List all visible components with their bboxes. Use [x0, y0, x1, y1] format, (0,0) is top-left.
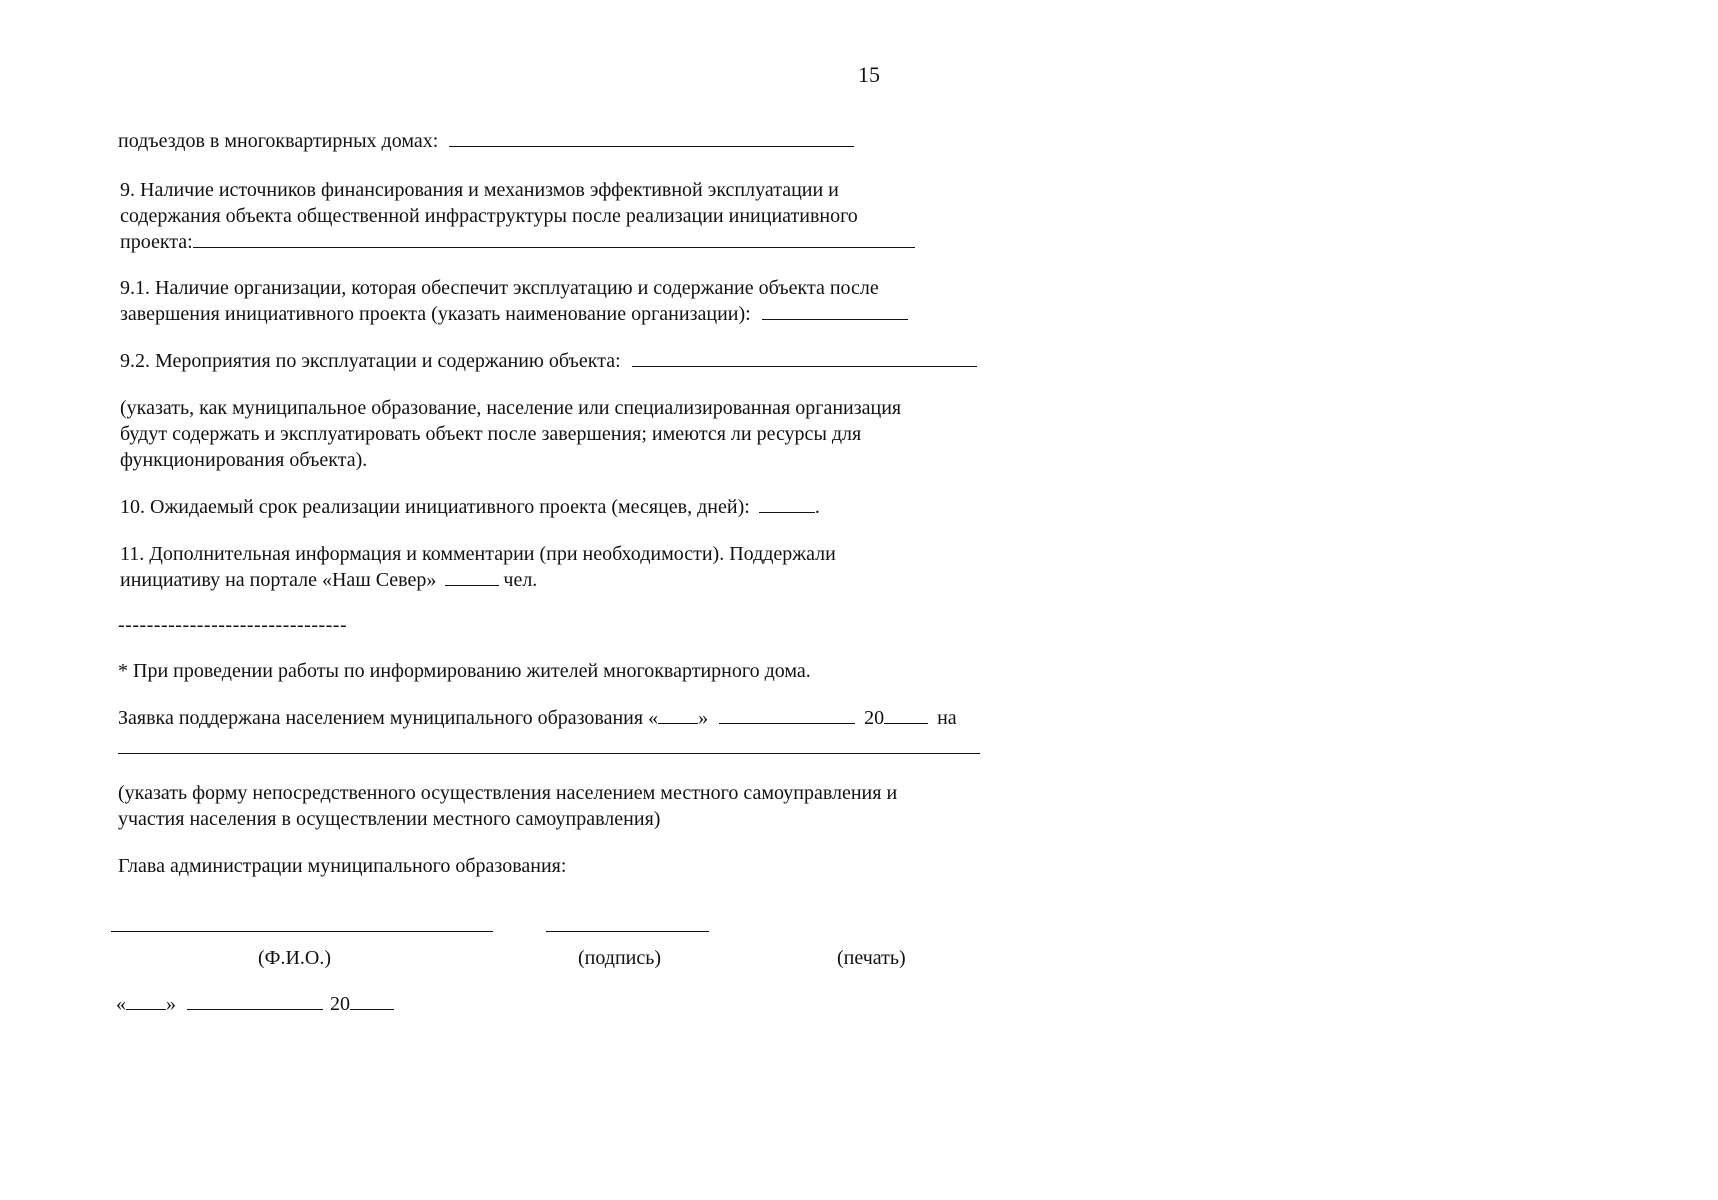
head-label: Глава администрации муниципального образования:: [118, 855, 567, 877]
item11-portal-label: инициативу на портале «Наш Север»: [120, 569, 437, 591]
date-quote-close: »: [166, 993, 176, 1015]
date-month-blank[interactable]: [187, 991, 323, 1010]
date-line: [116, 991, 394, 1017]
support-year-blank[interactable]: [884, 705, 928, 724]
support-line: [118, 705, 957, 731]
item9-1-label: завершения инициативного проекта (указать наименование организации):: [120, 303, 751, 325]
entrances-blank[interactable]: [449, 128, 854, 147]
signature-blank[interactable]: [546, 931, 709, 932]
note9-2-line1: (указать, как муниципальное образование, население или специализированная организация: [120, 397, 902, 419]
entrances-label: подъездов в многоквартирных домах:: [118, 130, 439, 152]
item10-blank[interactable]: [759, 494, 815, 513]
note9-2-line2: будут содержать и эксплуатировать объект после завершения; имеются ли ресурсы для: [120, 423, 862, 445]
signature-caption: (подпись): [578, 947, 662, 969]
item9-1-blank[interactable]: [762, 301, 908, 320]
item9-line1: 9. Наличие источников финансирования и механизмов эффективной эксплуатации и: [120, 179, 839, 201]
date-day-blank[interactable]: [126, 991, 166, 1010]
item11-line2: [120, 567, 537, 593]
fio-blank[interactable]: [111, 931, 493, 932]
item9-2-blank[interactable]: [632, 348, 977, 367]
item9-1-line1: 9.1. Наличие организации, которая обеспечит эксплуатацию и содержание объекта после: [120, 277, 879, 299]
note-form-line1: (указать форму непосредственного осуществления населением местного самоуправления и: [118, 782, 898, 804]
date-year-prefix: 20: [330, 993, 350, 1015]
date-quote-open: «: [116, 993, 126, 1015]
entrances-line: [118, 128, 854, 154]
item9-blank[interactable]: [193, 229, 915, 248]
item10-period: .: [814, 496, 820, 518]
item10-line: [120, 494, 820, 520]
date-year-blank[interactable]: [350, 991, 394, 1010]
item9-2-label: 9.2. Мероприятия по эксплуатации и содержанию объекта:: [120, 350, 621, 372]
item9-2-line: [120, 348, 977, 374]
page-number: 15: [858, 62, 880, 87]
support-quote-close: »: [698, 707, 709, 729]
support-label: Заявка поддержана населением муниципального образования «: [118, 707, 659, 729]
footnote: * При проведении работы по информированию жителей многоквартирного дома.: [118, 660, 811, 682]
support-month-blank[interactable]: [719, 705, 855, 724]
item9-1-line2: [120, 301, 908, 327]
support-day-blank[interactable]: [658, 705, 698, 724]
seal-caption: (печать): [837, 947, 906, 969]
note9-2-line3: функционирования объекта).: [120, 449, 368, 471]
item11-count-blank[interactable]: [445, 567, 499, 586]
item11-people-label: чел.: [503, 569, 538, 591]
support-year-prefix: 20: [864, 707, 885, 729]
fio-caption: (Ф.И.О.): [258, 947, 332, 969]
support-form-blank[interactable]: [118, 753, 980, 754]
item10-label: 10. Ожидаемый срок реализации инициативного проекта (месяцев, дней):: [120, 496, 750, 518]
item9-line3: [120, 229, 915, 255]
note-form-line2: участия населения в осуществлении местного самоуправления): [118, 808, 661, 830]
item9-line2: содержания объекта общественной инфраструктуры после реализации инициативного: [120, 205, 858, 227]
item9-project-label: проекта:: [120, 231, 193, 253]
footnote-separator: --------------------------------: [118, 614, 348, 636]
item11-line1: 11. Дополнительная информация и комментарии (при необходимости). Поддержали: [120, 543, 836, 565]
support-on-label: на: [937, 707, 957, 729]
